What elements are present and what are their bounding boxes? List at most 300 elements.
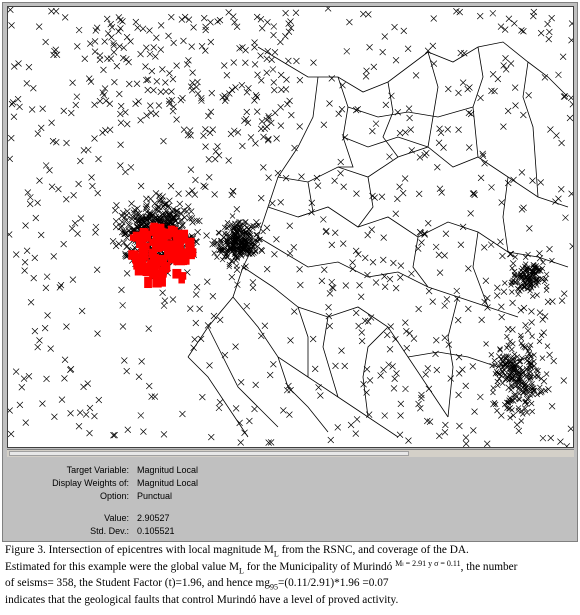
epicentre-marker [81,147,87,153]
epicentre-marker [182,214,188,220]
epicentre-marker [244,264,249,269]
epicentre-marker [87,430,93,436]
epicentre-marker [92,49,98,55]
epicentre-marker [192,177,198,183]
epicentre-marker [59,397,65,403]
epicentre-marker [122,109,128,115]
epicentre-marker [48,346,54,352]
epicentre-marker [51,414,57,420]
epicentre-marker [92,38,98,44]
epicentre-marker [353,248,359,254]
epicentre-marker [100,67,106,73]
epicentre-marker [537,385,542,390]
epicentre-marker [260,164,266,170]
epicentre-marker [225,220,230,225]
epicentre-marker [444,296,450,302]
epicentre-marker [470,427,476,433]
epicentre-marker [335,424,341,430]
epicentre-marker [220,94,226,100]
epicentre-marker [481,244,487,250]
epicentre-marker [199,394,205,400]
epicentre-marker [29,106,35,112]
epicentre-marker [537,310,543,316]
epicentre-marker [54,52,60,58]
epicentre-marker [278,104,284,110]
epicentre-marker [238,379,244,385]
epicentre-marker [316,384,322,390]
epicentre-marker [436,433,442,439]
epicentre-markers [8,7,574,448]
epicentre-marker [362,255,368,261]
epicentre-marker [170,297,176,303]
epicentre-marker [489,184,495,190]
epicentre-marker [254,109,260,115]
epicentre-marker [45,312,51,318]
epicentre-marker [511,20,517,26]
highlight-block [139,248,148,255]
epicentre-marker [344,48,350,54]
epicentre-marker [39,401,45,407]
epicentre-marker [67,367,73,373]
epicentre-marker [193,320,199,326]
epicentre-marker [258,333,264,339]
epicentre-marker [30,85,36,91]
epicentre-marker [518,307,524,313]
epicentre-marker [170,108,176,114]
epicentre-marker [317,393,323,399]
epicentre-marker [110,432,116,438]
epicentre-marker [88,79,94,85]
epicentre-marker [455,317,461,323]
highlight-block [149,249,157,258]
epicentre-marker [182,14,188,20]
epicentre-marker [185,57,191,63]
epicentre-marker [142,64,148,70]
epicentre-marker [261,134,267,140]
epicentre-marker [547,352,553,358]
epicentre-marker [158,22,164,28]
epicentre-marker [23,420,29,426]
caption-formula: Mₗ = 2.91 y σ = 0.11 [395,558,461,568]
epicentre-marker [160,138,166,144]
epicentre-marker [512,103,518,109]
epicentre-marker [238,440,244,446]
epicentre-marker [8,231,12,237]
epicentre-marker [8,431,14,437]
option-value: Punctual [137,491,173,501]
epicentre-marker [310,60,316,66]
epicentre-marker [358,294,364,300]
epicentre-marker [259,118,265,124]
epicentre-marker [483,278,489,284]
epicentre-marker [338,170,344,176]
epicentre-marker [111,49,117,55]
epicentre-marker [544,288,549,293]
epicentre-marker [509,327,515,333]
epicentre-marker [510,341,515,346]
epicentre-marker [297,77,303,83]
epicentre-marker [398,401,404,407]
epicentre-marker [143,196,149,202]
epicentre-marker [514,422,520,428]
epicentre-marker [570,101,574,107]
epicentre-marker [153,111,159,117]
epicentre-marker [398,263,404,269]
epicentre-marker [321,122,327,128]
epicentre-marker [552,199,558,205]
epicentre-marker [269,200,275,206]
epicentre-marker [530,294,535,299]
epicentre-marker [280,407,286,413]
epicentre-marker [74,43,80,49]
caption-text: Figure 3. Intersection of epicentres with local magnitude M [5,544,274,556]
epicentre-marker [95,156,101,162]
epicentre-marker [229,87,235,93]
epicentre-marker [501,63,507,69]
epicentre-marker [35,131,41,137]
epicentre-marker [111,79,117,85]
epicentre-marker [184,61,190,67]
epicentre-marker [369,128,375,134]
epicentre-marker [118,120,124,126]
epicentre-marker [255,72,261,78]
epicentre-marker [418,392,424,398]
epicentre-marker [154,78,160,84]
epicentre-marker [55,186,61,192]
epicentre-marker [292,145,298,151]
epicentre-marker [321,267,327,273]
epicentre-marker [124,270,130,276]
epicentre-marker [92,136,98,142]
epicentre-marker [43,162,49,168]
epicentre-marker [442,422,448,428]
epicentre-marker [433,337,439,343]
epicentre-marker [346,19,352,25]
epicentre-marker [397,130,403,136]
epicentre-marker [499,253,505,259]
epicentre-marker [393,285,399,291]
epicentre-marker [494,293,500,299]
epicentre-marker [529,401,534,406]
epicentre-marker [113,202,119,208]
epicentre-marker [140,429,146,435]
epicentre-marker [204,232,210,238]
epicentre-marker [371,64,377,70]
epicentre-marker [425,220,431,226]
epicentre-marker [526,92,532,98]
epicentre-marker [250,279,256,285]
epicentre-marker [208,434,214,440]
epicentre-marker [270,361,276,367]
epicentre-marker [339,106,345,112]
epicentre-marker [152,54,158,60]
epicentre-marker [545,344,550,349]
epicentre-marker [325,7,331,11]
epicentre-marker [387,346,393,352]
epicentre-marker [209,90,215,96]
epicentre-marker [217,399,223,405]
epicentre-marker [521,305,527,311]
epicentre-marker [359,338,365,344]
epicentre-marker [454,288,460,294]
epicentre-marker [181,127,187,133]
epicentre-marker [24,80,30,86]
epicentre-marker [416,191,422,197]
epicentre-marker [190,70,196,76]
epicentre-marker [568,95,574,101]
epicentre-marker [94,267,100,273]
epicentre-marker [121,45,127,51]
epicentre-marker [269,57,275,63]
epicentre-marker [33,215,39,221]
epicentre-marker [431,16,437,22]
epicentre-marker [408,271,414,277]
epicentre-marker [404,345,410,351]
epicentre-marker [293,58,299,64]
epicentre-marker [152,394,158,400]
epicentre-marker [258,195,264,201]
epicentre-marker [258,53,264,59]
epicentre-marker [364,366,370,372]
map-view[interactable] [7,6,574,448]
epicentre-marker [180,38,186,44]
highlight-block [144,277,152,288]
epicentre-marker [523,322,529,328]
epicentre-marker [520,28,526,34]
scrollbar-thumb[interactable] [9,451,409,456]
epicentre-marker [212,156,218,162]
epicentre-marker [226,9,232,15]
epicentre-marker [332,230,338,236]
epicentre-marker [166,198,172,204]
epicentre-marker [128,164,134,170]
option-row [7,491,567,502]
epicentre-map[interactable] [8,7,574,448]
epicentre-marker [525,328,531,334]
epicentre-marker [546,29,552,35]
epicentre-marker [8,156,13,162]
epicentre-marker [553,132,559,138]
epicentre-marker [193,291,199,297]
epicentre-marker [468,111,474,117]
epicentre-marker [443,231,449,237]
epicentre-marker [509,347,514,352]
epicentre-marker [251,97,257,103]
epicentre-marker [407,115,413,121]
epicentre-marker [202,126,208,132]
epicentre-marker [513,384,518,389]
epicentre-marker [332,178,338,184]
epicentre-marker [242,223,247,228]
epicentre-marker [200,133,206,139]
epicentre-marker [423,150,429,156]
epicentre-marker [500,124,506,130]
epicentre-marker [557,439,563,445]
epicentre-marker [226,158,232,164]
epicentre-marker [242,430,248,436]
epicentre-marker [36,337,42,343]
epicentre-marker [549,403,555,409]
epicentre-marker [104,16,110,22]
epicentre-marker [283,10,289,16]
epicentre-marker [432,351,438,357]
epicentre-marker [180,95,186,101]
epicentre-marker [456,354,462,360]
epicentre-marker [103,98,109,104]
epicentre-marker [264,70,270,76]
epicentre-marker [208,39,214,45]
epicentre-marker [378,372,384,378]
epicentre-marker [559,298,565,304]
epicentre-marker [472,409,478,415]
epicentre-marker [338,159,344,165]
epicentre-marker [470,363,476,369]
epicentre-marker [285,58,291,64]
epicentre-marker [284,77,290,83]
value-row [7,513,567,524]
epicentre-marker [105,30,111,36]
epicentre-marker [43,285,49,291]
highlight-block [163,262,170,272]
epicentre-marker [484,341,489,346]
epicentre-marker [239,82,245,88]
horizontal-scrollbar[interactable] [7,449,574,457]
epicentre-marker [329,279,335,285]
epicentre-marker [504,345,509,350]
caption-subscript: L [239,565,244,575]
epicentre-marker [95,190,101,196]
epicentre-marker [73,102,79,108]
epicentre-marker [124,121,130,127]
epicentre-marker [353,310,359,316]
epicentre-marker [215,143,221,149]
epicentre-marker [74,94,80,100]
epicentre-marker [188,167,194,173]
epicentre-marker [419,239,425,245]
epicentre-marker [445,126,451,132]
epicentre-marker [436,252,442,258]
epicentre-marker [456,370,462,376]
epicentre-marker [211,313,217,319]
epicentre-marker [327,323,333,329]
epicentre-marker [153,35,159,41]
epicentre-marker [158,89,164,95]
epicentre-marker [403,328,409,334]
epicentre-marker [210,293,216,299]
epicentre-marker [253,382,259,388]
epicentre-marker [430,299,436,305]
caption-text: for the Municipality of Murindó [243,560,396,573]
epicentre-marker [564,443,570,448]
epicentre-marker [102,127,108,133]
epicentre-marker [488,88,494,94]
epicentre-marker [77,410,83,416]
epicentre-marker [133,101,139,107]
highlight-block [133,232,144,242]
epicentre-marker [540,316,546,322]
epicentre-marker [174,117,180,123]
epicentre-marker [512,85,518,91]
epicentre-marker [293,10,299,16]
highlight-block [168,226,175,236]
epicentre-marker [271,32,277,38]
epicentre-marker [558,186,564,192]
epicentre-marker [143,45,149,51]
epicentre-marker [217,231,222,236]
epicentre-marker [250,285,256,291]
epicentre-marker [270,66,276,72]
epicentre-marker [373,279,379,285]
epicentre-marker [162,298,168,304]
epicentre-marker [342,363,348,369]
epicentre-marker [207,130,213,136]
epicentre-marker [118,142,124,148]
epicentre-marker [248,134,254,140]
epicentre-marker [202,48,208,54]
epicentre-marker [158,47,164,53]
epicentre-marker [298,174,304,180]
epicentre-marker [11,114,17,120]
epicentre-marker [13,251,19,257]
epicentre-marker [367,44,373,50]
epicentre-marker [195,229,201,235]
epicentre-marker [49,184,55,190]
epicentre-marker [314,175,320,181]
epicentre-marker [171,40,177,46]
epicentre-marker [126,59,132,65]
epicentre-marker [72,220,78,226]
caption-text: from the RSNC, and coverage of the DA. [278,544,469,556]
epicentre-marker [31,275,37,281]
epicentre-marker [117,43,123,49]
epicentre-marker [544,371,549,376]
epicentre-marker [392,336,398,342]
epicentre-marker [357,282,363,288]
epicentre-marker [274,135,280,141]
epicentre-marker [401,28,407,34]
epicentre-marker [567,115,573,121]
epicentre-marker [192,192,198,198]
epicentre-marker [87,41,93,47]
epicentre-marker [466,145,472,151]
epicentre-marker [518,27,524,33]
epicentre-marker [391,385,397,391]
epicentre-marker [530,178,536,184]
epicentre-marker [490,10,496,16]
epicentre-marker [343,282,349,288]
figure-caption [5,544,577,607]
epicentre-marker [436,140,442,146]
value-label: Value: [104,513,129,523]
epicentre-marker [538,30,544,36]
epicentre-marker [239,143,245,149]
epicentre-marker [388,93,394,99]
epicentre-marker [478,175,484,181]
epicentre-marker [71,192,77,198]
epicentre-marker [189,188,195,194]
epicentre-marker [207,362,213,368]
epicentre-marker [505,326,511,332]
epicentre-marker [15,96,21,102]
epicentre-marker [508,415,513,420]
epicentre-marker [97,57,103,63]
epicentre-marker [160,290,166,296]
epicentre-marker [492,88,498,94]
epicentre-marker [206,174,212,180]
epicentre-marker [442,253,448,259]
epicentre-marker [392,24,398,30]
epicentre-marker [283,86,289,92]
